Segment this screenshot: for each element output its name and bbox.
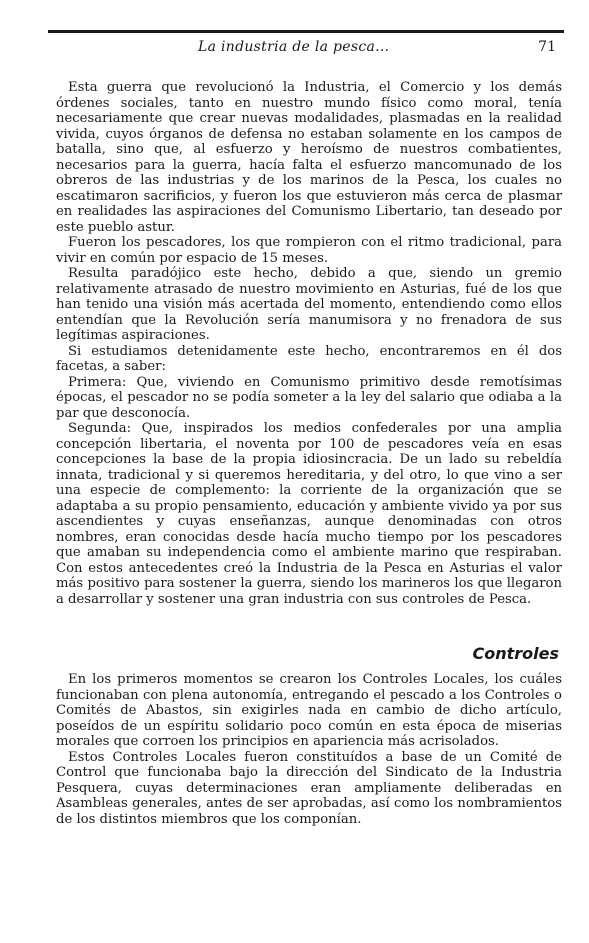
paragraph: Si estudiamos detenidamente este hecho, encontraremos en él dos facetas, a saber:: [56, 343, 562, 374]
paragraph: En los primeros momentos se crearon los Controles Locales, los cuáles funcionaban con plena autonomía, entregando el pescado a los Controles o Comités de Abastos, sin exigirles nada en cambio de dicho artículo, poseídos de un espíritu solidario poco común en esta época de miserias morales que corroen los principios en apariencia más acrisolados.: [56, 672, 562, 749]
text-block-intro: [56, 80, 562, 607]
paragraph: Primera: Que, viviendo en Comunismo primitivo desde remotísimas épocas, el pescador no se podía someter a la ley del salario que odiaba a la par que desconocía.: [56, 374, 562, 421]
page-number: 71: [538, 39, 556, 55]
running-title: La industria de la pesca...: [198, 39, 390, 55]
section-heading: Controles: [472, 644, 559, 663]
paragraph: Esta guerra que revolucionó la Industria, el Comercio y los demás órdenes sociales, tanto en nuestro mundo físico como moral, tenía necesariamente que crear nuevas modalidades, plasmadas en la realidad vivida, cuyos órganos de defensa no estaban solamente en los campos de batalla, sino que, al esfuerzo y heroísmo de nuestros combatientes, necesarios para la guerra, hacía falta el esfuerzo mancomunado de los obreros de las industrias y de los marinos de la Pesca, los cuales no escatimaron sacrificios, y fueron los que estuvieron más cerca de plasmar en realidades las aspiraciones del Comunismo Libertario, tan deseado por este pueblo astur.: [56, 80, 562, 235]
header-rule: [48, 30, 564, 33]
paragraph: Estos Controles Locales fueron constituídos a base de un Comité de Control que funcionaba bajo la dirección del Sindicato de la Industria Pesquera, cuyas determinaciones eran ampliamente deliberadas en Asambleas generales, antes de ser aprobadas, así como los nombramientos de los distintos miembros que los componían.: [56, 749, 562, 827]
paragraph: Fueron los pescadores, los que rompieron con el ritmo tradicional, para vivir en común por espacio de 15 meses.: [56, 235, 562, 266]
running-header: [48, 37, 564, 57]
paragraph: Segunda: Que, inspirados los medios confederales por una amplia concepción libertaria, el noventa por 100 de pescadores veía en esas concepciones la base de la propia idiosincracia. De un lado su rebeldía innata, tradicional y si queremos hereditaria, y del otro, lo que vino a ser una especie de complemento: la corriente de la organización que se adaptaba a su propio pensamiento, educación y ambiente vivido ya por sus ascendientes y cuyas enseñanzas, aunque denominadas con otros nombres, eran conocidas desde hacía mucho tiempo por los pescadores que amaban su independencia como el ambiente marino que respiraban. Con estos antecedentes creó la Industria de la Pesca en Asturias el valor más positivo para sostener la guerra, siendo los marineros los que llegaron a desarrollar y sostener una gran industria con sus controles de Pesca.: [56, 421, 562, 607]
text-block-controles: [56, 672, 562, 827]
paragraph: Resulta paradójico este hecho, debido a que, siendo un gremio relativamente atrasado de nuestro movimiento en Asturias, fué de los que han tenido una visión más acertada del momento, entendiendo como ellos entendían que la Revolución sería manumisora y no frenadora de sus legítimas aspiraciones.: [56, 266, 562, 343]
